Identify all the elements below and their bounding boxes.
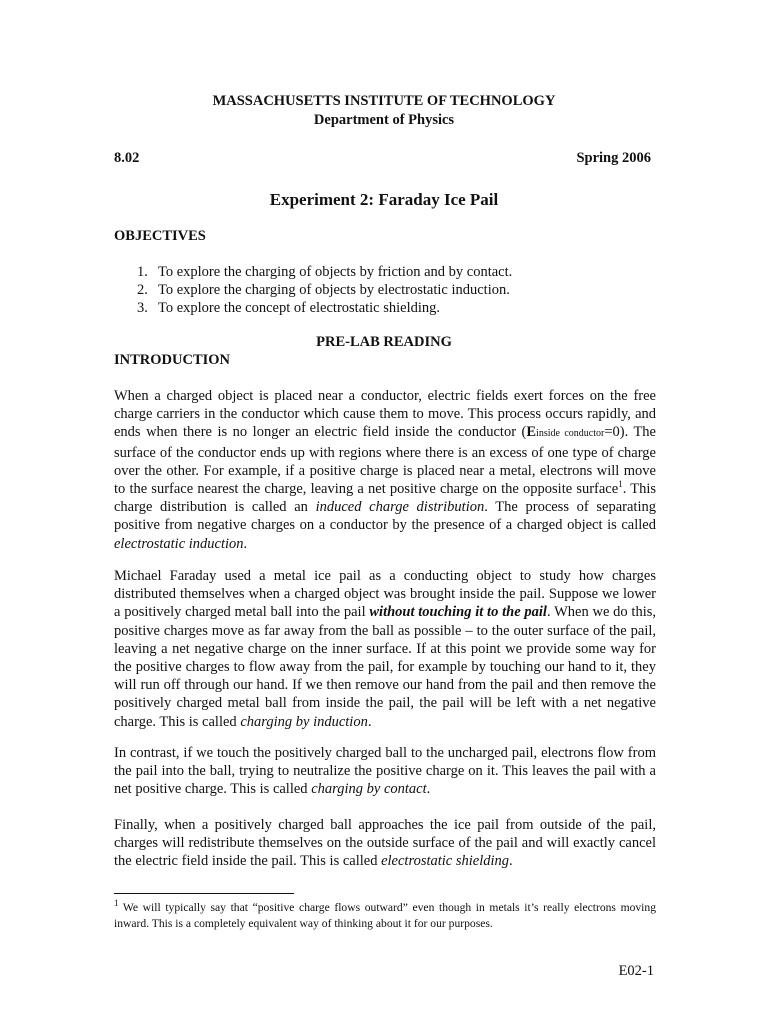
list-item [137, 299, 657, 317]
paragraph-induction: When a charged object is placed near a conductor, electric fields exert forces on the free charge carriers in the conductor which cause them to move. This process occurs rapidly, and ends when there is no longer an electric field inside the conductor (Einside conductor=0). The surface of the conductor ends up with regions where there is an excess of one type of charge over the other. For example, if a positive charge is placed near a metal, electrons will move to the surface nearest the charge, leaving a net positive charge on the opposite surface$^1$. This charge distribution is called an induced charge distribution. The process of separating positive from negative charges on a conductor by the presence of a charged object is called electrostatic induction. [114, 388, 656, 552]
item-text: To explore the charging of objects by electrostatic induction. [158, 282, 510, 298]
institution-name: MASSACHUSETTS INSTITUTE OF TECHNOLOGY [212, 93, 556, 109]
term: Spring 2006 [576, 150, 651, 166]
item-number: 1. [137, 264, 148, 280]
objectives-list [137, 263, 657, 317]
item-text: To explore the concept of electrostatic shielding. [158, 300, 441, 316]
paragraph-contact: In contrast, if we touch the positively charged ball to the uncharged pail, electrons flow from the pail into the ball, trying to neutralize the positive charge on it. This leaves the pail with a net positive charge. This is called charging by contact. [114, 745, 656, 798]
document-title: Experiment 2: Faraday Ice Pail [269, 190, 499, 209]
footnote [114, 900, 656, 931]
item-text: To explore the charging of objects by friction and by contact. [158, 264, 513, 280]
page-number: E02-1 [618, 963, 654, 979]
item-number: 3. [137, 300, 148, 316]
footnote-divider [114, 893, 294, 894]
footnote-reference: 1 [618, 479, 623, 490]
footnote-text: We will typically say that “positive charge flows outward” even though in metals it’s really electrons moving inward. This is a completely equivalent way of thinking about it for our purposes. [114, 901, 656, 930]
course-number: 8.02 [114, 150, 140, 166]
objectives-heading: OBJECTIVES [114, 228, 206, 244]
introduction-heading: INTRODUCTION [114, 352, 231, 368]
item-number: 2. [137, 282, 148, 298]
paragraph-shielding: Finally, when a positively charged ball approaches the ice pail from outside of the pail, charges will redistribute themselves on the outside surface of the pail and will exactly cancel the electric field inside the pail. This is called electrostatic shielding. [114, 817, 656, 870]
prelab-heading: PRE-LAB READING [316, 334, 452, 350]
paragraph-faraday: Michael Faraday used a metal ice pail as a conducting object to study how charges distributed themselves when a charged object was brought inside the pail. Suppose we lower a positively charged metal ball into the pail without touching it to the pail. When we do this, positive charges move as far away from the ball as possible – to the outer surface of the pail, leaving a net negative charge on the inner surface. If at this point we provide some way for the positive charges to flow away from the pail, for example by touching our hand to it, they will run off through our hand. If we then remove our hand from the pail and then remove the positively charged metal ball from inside the pail, the pail will be left with a net negative charge. This is called charging by induction. [114, 568, 657, 730]
list-item [137, 281, 657, 299]
footnote-mark: 1 [114, 898, 119, 909]
list-item [137, 263, 657, 281]
department-name: Department of Physics [313, 112, 455, 128]
